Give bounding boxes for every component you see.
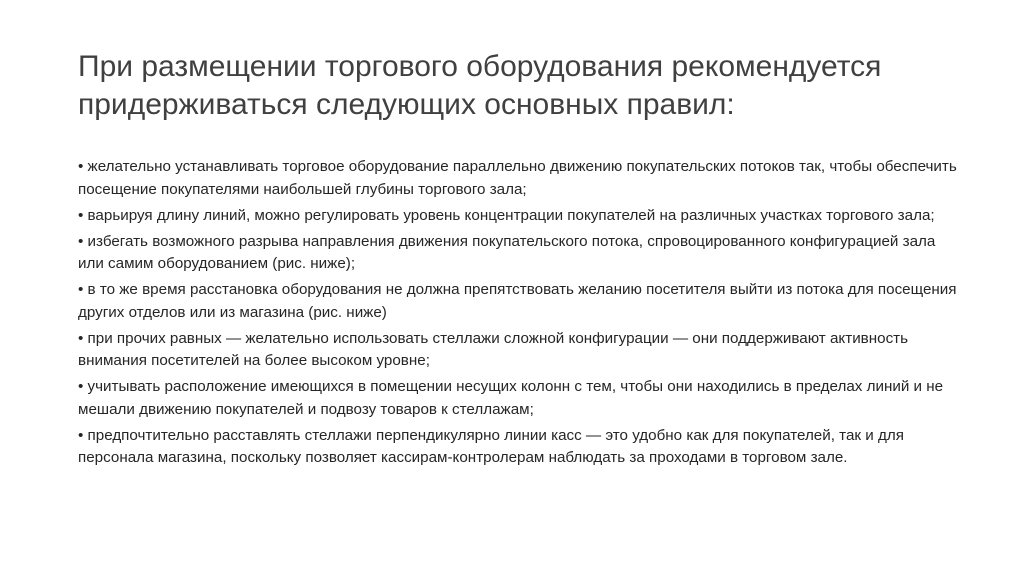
- bullet-item: • варьируя длину линий, можно регулировать уровень концентрации покупателей на различных участках торгового зала;: [78, 206, 935, 224]
- slide-body: [78, 156, 958, 473]
- bullet-item: • в то же время расстановка оборудования не должна препятствовать желанию посетителя выйти из потока для посещения других отделов или из магазина (рис. ниже): [78, 281, 957, 321]
- bullet-item: • учитывать расположение имеющихся в помещении несущих колонн с тем, чтобы они находились в пределах линий и не мешали движению покупателей и подвозу товаров к стеллажам;: [78, 378, 944, 418]
- bullet-item: • предпочтительно расставлять стеллажи перпендикулярно линии касс — это удобно как для покупателей, так и для персонала магазина, поскольку позволяет кассирам-контролерам наблюдать за проходами в торговом зале.: [78, 426, 904, 466]
- slide-title: При размещении торгового оборудования рекомендуется придерживаться следующих основных правил:: [78, 50, 882, 121]
- bullet-item: • избегать возможного разрыва направления движения покупательского потока, спровоцированного конфигурацией зала или самим оборудованием (рис. ниже);: [78, 232, 936, 272]
- bullet-item: • желательно устанавливать торговое оборудование параллельно движению покупательских потоков так, чтобы обеспечить посещение покупателями наибольшей глубины торгового зала;: [78, 158, 957, 198]
- bullet-item: • при прочих равных — желательно использовать стеллажи сложной конфигурации — они поддерживают активность внимания посетителей на более высоком уровне;: [78, 329, 909, 369]
